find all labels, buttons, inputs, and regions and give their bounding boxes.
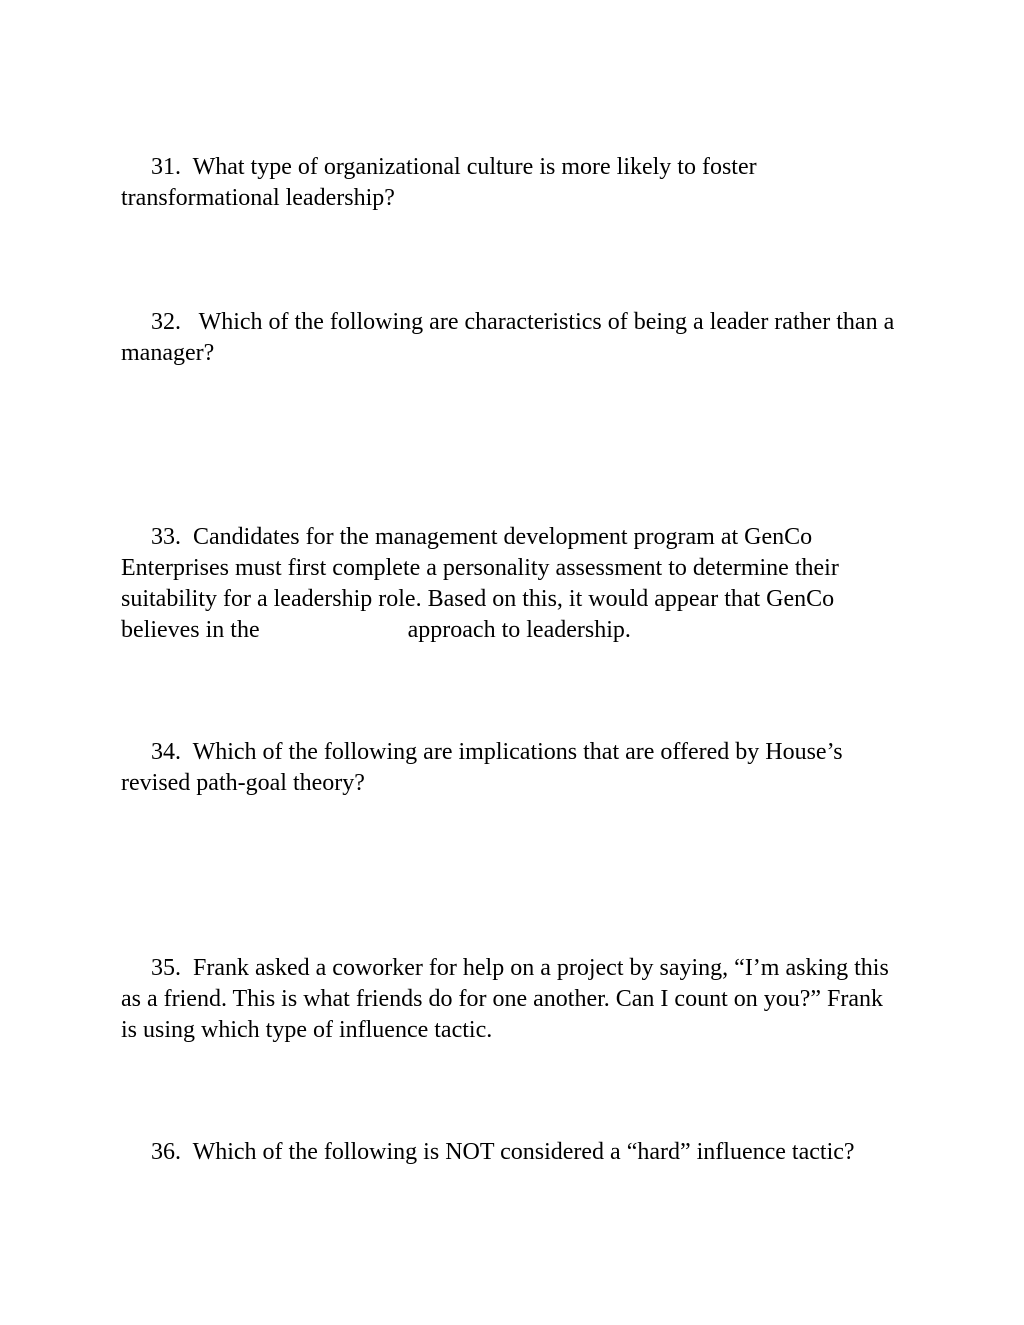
- question-33: [121, 522, 901, 646]
- question-number: 31.: [151, 154, 181, 180]
- question-text: Which of the following are implications that are offered by House’s revised path-goal theory?: [121, 739, 849, 796]
- question-number: 32.: [151, 309, 181, 335]
- question-number: 34.: [151, 739, 181, 765]
- question-text: Which of the following is NOT considered a “hard” influence tactic?: [181, 1139, 855, 1165]
- question-text: Frank asked a coworker for help on a project by saying, “I’m asking this as a friend. This is what friends do for one another. Can I count on you?” Frank is using which type of influence tactic.: [121, 955, 895, 1043]
- question-number: 35.: [151, 955, 181, 981]
- question-text: Which of the following are characteristics of being a leader rather than a manager?: [121, 309, 901, 366]
- question-text: What type of organizational culture is more likely to foster transformational leadership?: [121, 154, 763, 211]
- question-31: [121, 152, 901, 214]
- question-34: [121, 737, 901, 799]
- question-35: [121, 953, 901, 1046]
- question-32: [121, 307, 901, 369]
- question-text-after-blank: approach to leadership.: [407, 617, 631, 643]
- question-number: 33.: [151, 524, 181, 550]
- question-36: [121, 1137, 901, 1168]
- question-text: Candidates for the management development program at GenCo Enterprises must first complete a personality assessment to determine their suitability for a leadership role. Based on this, it would appear that GenCo believes in the: [121, 524, 845, 643]
- question-number: 36.: [151, 1139, 181, 1165]
